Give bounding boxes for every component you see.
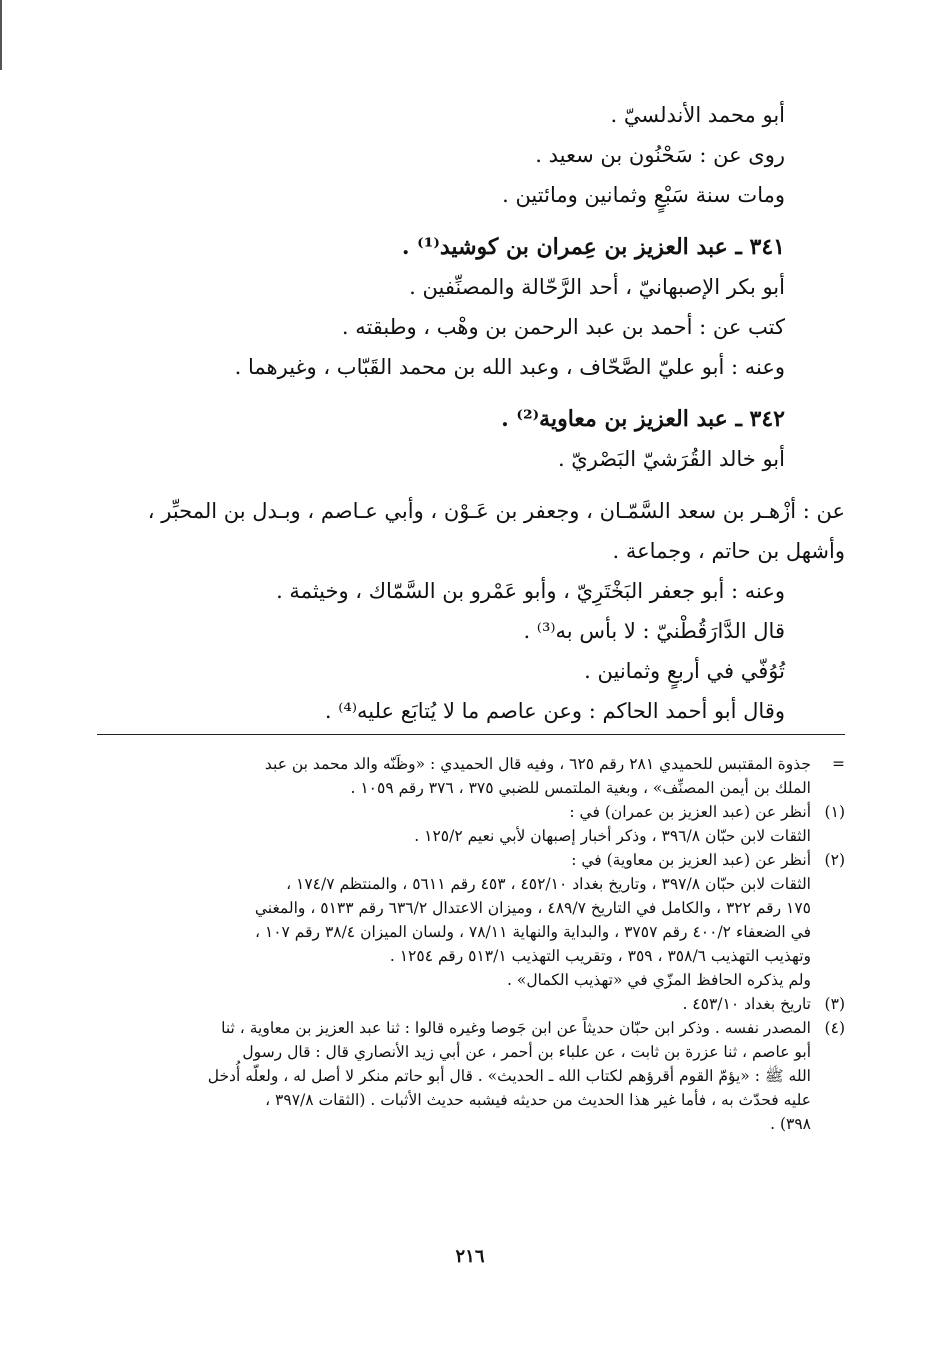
footnote-line: الله ﷺ : «يؤمّ القوم أقرؤهم لكتاب الله ـ الحديث» . قال أبو حاتم منكر لا أصل له ، ولعلّه أُدخل — [207, 1067, 811, 1085]
footnote-3 — [95, 992, 845, 1016]
footnote-line: ولم يذكره الحافظ المزّي في «تهذيب الكمال» . — [507, 971, 811, 989]
scan-edge-mark — [0, 0, 2, 70]
text-line: وعنه : أبو عليّ الصَّحّاف ، وعبد الله بن محمد القَبّاب ، وغيرهما . — [234, 355, 785, 379]
text-line: ومات سنة سَبْعٍ وثمانين ومائتين . — [502, 183, 785, 207]
footnote-marker: (١) — [824, 803, 845, 821]
footnote-body — [95, 800, 811, 848]
footnote-line: الثقات لابن حبّان ٣٩٧/٨ ، وتاريخ بغداد ٤٥٢/١٠ ، ٤٥٣ رقم ٥٦١١ ، والمنتظم ١٧٤/٧ ، — [286, 875, 811, 893]
footnote-2 — [95, 848, 845, 992]
text-line: تُوُفّي في أربعٍ وثمانين . — [584, 659, 785, 683]
text-line: وعنه : أبو جعفر البَخْتَرِيّ ، وأبو عَمْرو بن السَّمّاك ، وخيثمة . — [276, 579, 785, 603]
footnote-line: في الضعفاء ٤٠٠/٢ رقم ٣٧٥٧ ، والبداية والنهاية ٧٨/١١ ، ولسان الميزان ٣٨/٤ رقم ١٠٧ ، — [254, 923, 811, 941]
text-line: أبو بكر الإصبهانيّ ، أحد الرَّحّالة والمصنِّفين . — [409, 275, 785, 299]
text-line: وقال أبو أحمد الحاكم : وعن عاصم ما لا يُتابَع عليه⁽⁴⁾ . — [324, 699, 785, 723]
text-line: روى عن : سَحْنُون بن سعيد . — [535, 143, 785, 167]
footnote-line: أبو عاصم ، ثنا عزرة بن ثابت ، عن علباء بن أحمر ، عن أبي زيد الأنصاري قال : قال رسول — [242, 1043, 811, 1061]
footnote-line: الثقات لابن حبّان ٣٩٦/٨ ، وذكر أخبار إصبهان لأبي نعيم ١٢٥/٢ . — [414, 827, 811, 845]
footnote-separator — [97, 734, 845, 735]
footnotes — [95, 752, 845, 1136]
footnote-line: الملك بن أيمن المصنِّف» ، وبغية الملتمس للضبي ٣٧٥ ، ٣٧٦ رقم ١٠٥٩ . — [350, 779, 811, 797]
footnote-marker: (٢) — [824, 851, 845, 869]
footnote-line: جذوة المقتبس للحميدي ٢٨١ رقم ٦٢٥ ، وفيه قال الحميدي : «وظَنّه والد محمد بن عبد — [264, 755, 811, 773]
footnote-line: ١٧٥ رقم ٣٢٢ ، والكامل في التاريخ ٤٨٩/٧ ، وميزان الاعتدال ٦٣٦/٢ رقم ٥١٣٣ ، والمغني — [254, 899, 811, 917]
footnote-line: أنظر عن (عبد العزيز بن عمران) في : — [569, 803, 811, 821]
footnote-line: وتهذيب التهذيب ٣٥٨/٦ ، ٣٥٩ ، وتقريب التهذيب ٥١٣/١ رقم ١٢٥٤ . — [389, 947, 811, 965]
footnote-continued — [95, 752, 845, 800]
footnote-line: المصدر نفسه . وذكر ابن حبّان حديثاً عن ابن جَوصا وغيره قالوا : ثنا عبد العزيز بن معاوية ، ثنا — [221, 1019, 811, 1037]
text-line: كتب عن : أحمد بن عبد الرحمن بن وهْب ، وطبقته . — [341, 315, 785, 339]
footnote-body — [95, 1016, 811, 1136]
footnote-line: أنظر عن (عبد العزيز بن معاوية) في : — [571, 851, 811, 869]
footnote-marker: (٣) — [824, 995, 845, 1013]
footnote-1 — [95, 800, 845, 848]
page-number: ٢١٦ — [455, 1246, 485, 1267]
footnote-4 — [95, 1016, 845, 1136]
main-text — [95, 95, 845, 731]
footnote-line: تاريخ بغداد ٤٥٣/١٠ . — [682, 995, 811, 1013]
entry-heading-341: ٣٤١ ـ عبد العزيز بن عِمران بن كوشيد⁽¹⁾ . — [401, 234, 785, 260]
text-line: أبو خالد القُرَشيّ البَصْريّ . — [557, 447, 785, 471]
footnote-marker: = — [832, 755, 845, 773]
text-line: قال الدَّارَقُطْنيّ : لا بأس به⁽³⁾ . — [523, 619, 785, 643]
footnote-body — [95, 752, 811, 800]
footnote-body — [95, 848, 811, 992]
footnote-line: عليه فحدّث به ، فأما غير هذا الحديث من حديثه فيشبه حديث الأثبات . (الثقات ٣٩٧/٨ ، — [265, 1091, 811, 1109]
text-paragraph: عن : أزْهـر بن سعد السَّمّـان ، وجعفر بن عَـوْن ، وأبي عـاصم ، وبـدل بن المحبِّر ، وأشهل بن حاتم ، وجماعة . — [147, 499, 845, 563]
text-line: أبو محمد الأندلسيّ . — [610, 103, 785, 127]
entry-heading-342: ٣٤٢ ـ عبد العزيز بن معاوية⁽²⁾ . — [501, 406, 785, 432]
footnote-body — [95, 992, 811, 1016]
footnote-line: ٣٩٨) . — [770, 1115, 811, 1133]
footnote-marker: (٤) — [824, 1019, 845, 1037]
